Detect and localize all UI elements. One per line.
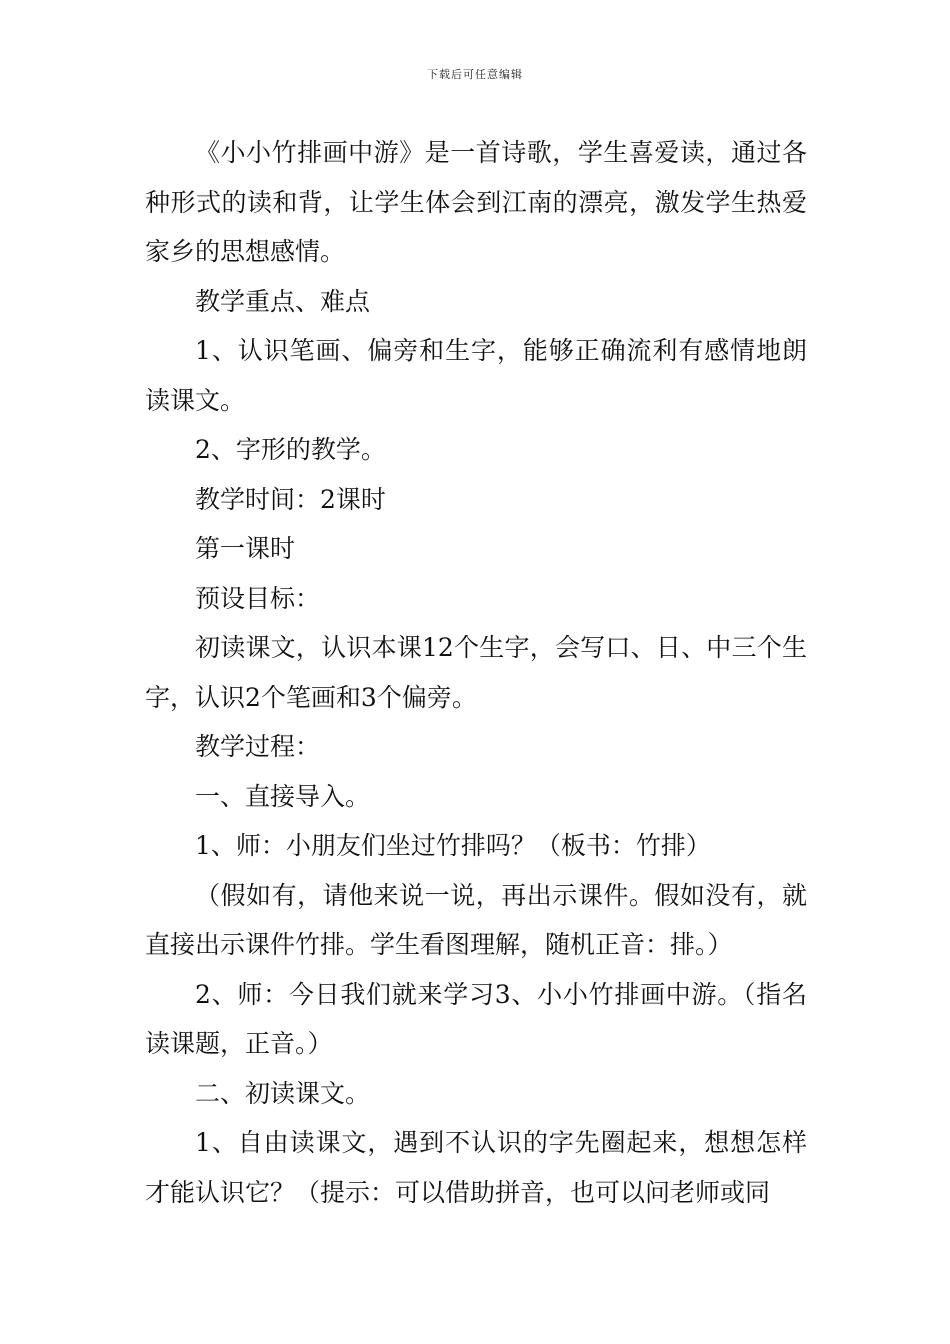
paragraph-process-heading: 教学过程：: [195, 732, 321, 761]
paragraph-key-points-heading: 教学重点、难点: [195, 286, 371, 316]
paragraph-step-1-2: 2、师：今日我们就来学习3、小小竹排画中游。（指名读课题，正音。）: [145, 979, 807, 1058]
page-header: 下载后可任意编辑: [427, 68, 523, 81]
paragraph-key-point-1: 1、认识笔画、偏旁和生字，能够正确流利有感情地朗读课文。: [145, 336, 807, 415]
paragraph-intro: 《小小竹排画中游》是一首诗歌，学生喜爱读，通过各种形式的读和背，让学生体会到江南的漂亮，激发学生热爱家乡的思想感情。: [145, 138, 807, 266]
paragraph-goals: 初读课文，认识本课12个生字，会写口、日、中三个生字，认识2个笔画和3个偏旁。: [145, 633, 807, 712]
paragraph-step-1-note: （假如有，请他来说一说，再出示课件。假如没有，就直接出示课件竹排。学生看图理解，随机正音：排。）: [145, 880, 807, 959]
paragraph-step-1-1: 1、师：小朋友们坐过竹排吗？（板书：竹排）: [195, 831, 711, 860]
document-body: [145, 128, 807, 1217]
paragraph-teaching-time: 教学时间：2课时: [195, 484, 386, 514]
paragraph-section-2: 二、初读课文。: [195, 1078, 371, 1108]
paragraph-step-2-1: 1、自由读课文，遇到不认识的字先圈起来，想想怎样才能认识它？（提示：可以借助拼音，也可以问老师或同: [145, 1128, 807, 1207]
paragraph-goals-heading: 预设目标：: [195, 583, 321, 613]
paragraph-section-1: 一、直接导入。: [195, 781, 371, 811]
paragraph-first-lesson: 第一课时: [195, 534, 296, 563]
paragraph-key-point-2: 2、字形的教学。: [195, 435, 386, 464]
